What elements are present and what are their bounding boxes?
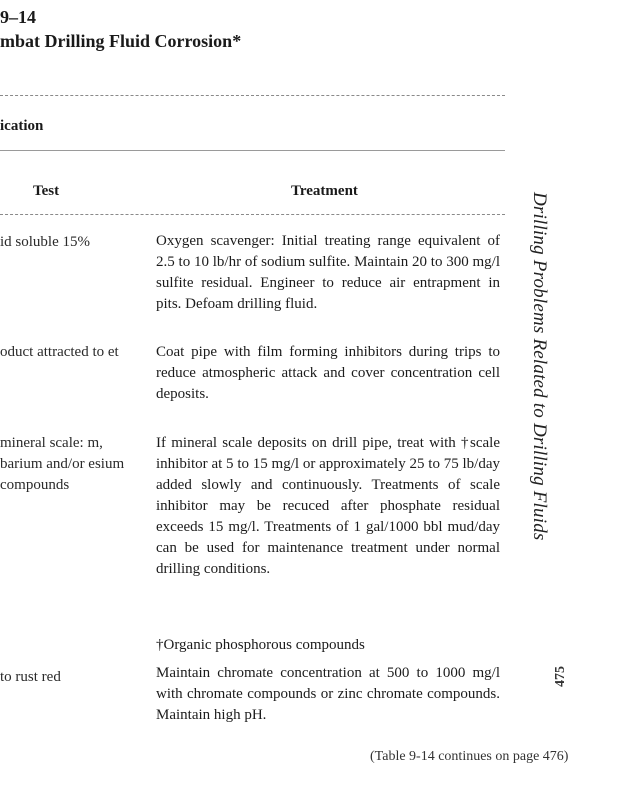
- section-label: ication: [0, 118, 44, 134]
- row-2-treatment: Coat pipe with film forming inhibitors during trips to reduce atmospheric attack and cover concentration cell deposits.: [156, 344, 500, 402]
- column-header-treatment: Treatment: [291, 183, 358, 199]
- section-rule: [0, 150, 505, 151]
- running-title: Drilling Problems Related to Drilling Fluids: [529, 192, 550, 541]
- top-rule: [0, 95, 505, 96]
- page-number: 475: [553, 666, 568, 687]
- table-title: mbat Drilling Fluid Corrosion*: [0, 31, 242, 51]
- row-2-test: oduct attracted to et: [0, 344, 119, 360]
- row-4-treatment: Maintain chromate concentration at 500 to 1000 mg/l with chromate compounds or zinc chromate compounds. Maintain high pH.: [156, 665, 500, 723]
- row-1-treatment: Oxygen scavenger: Initial treating range equivalent of 2.5 to 10 lb/hr of sodium sulfite. Maintain 20 to 300 mg/l sulfite residual. Engineer to reduce air entrapment in pits. Defoam drilling fluid.: [156, 233, 500, 312]
- row-4-test: to rust red: [0, 669, 61, 685]
- row-3-note: †Organic phosphorous compounds: [156, 637, 365, 653]
- column-header-test: Test: [33, 183, 60, 199]
- continuation-note: (Table 9-14 continues on page 476): [370, 749, 569, 764]
- table-number: 9–14: [0, 7, 36, 27]
- header-rule: [0, 214, 505, 215]
- row-1-test: id soluble 15%: [0, 234, 90, 250]
- row-3-test: mineral scale: m, barium and/or esium compounds: [0, 435, 125, 493]
- row-3-treatment: If mineral scale deposits on drill pipe, treat with †scale inhibitor at 5 to 15 mg/l or approximately 25 to 75 lb/day added slowly and continuously. Treatments of scale inhibitor may be recuced after phosphate residual exceeds 15 mg/l. Treatments of 1 gal/1000 bbl mud/day can be used for maintenance treatment under normal drilling conditions.: [156, 435, 500, 577]
